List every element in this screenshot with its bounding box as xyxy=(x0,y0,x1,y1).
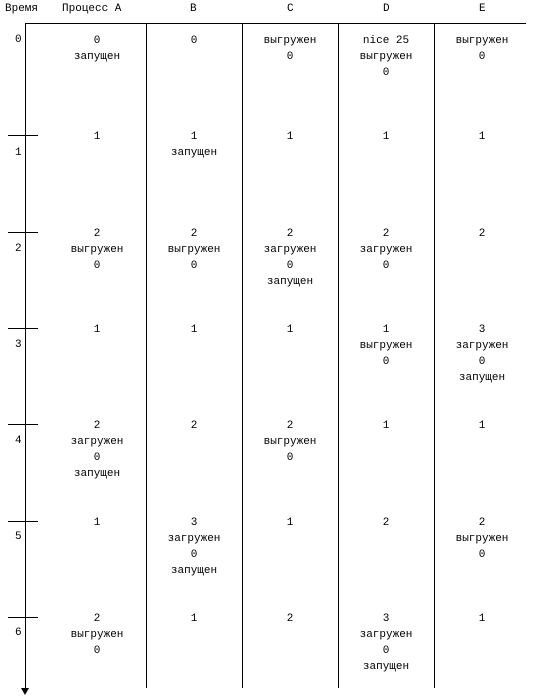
cell-line: 2 xyxy=(190,228,198,240)
time-axis-arrow xyxy=(21,688,29,695)
cell-line: 1 xyxy=(93,131,101,143)
cell-process-c-t6 xyxy=(242,611,338,627)
cell-line: 0 xyxy=(382,260,390,272)
cell-line: выгружен xyxy=(359,340,413,352)
cell-line: 2 xyxy=(478,517,486,529)
time-label-1: 1 xyxy=(15,147,22,159)
cell-line: 0 xyxy=(478,51,486,63)
cell-process-e-t0 xyxy=(434,33,530,65)
cell-process-b-t2 xyxy=(146,226,242,274)
cell-line: 1 xyxy=(190,613,198,625)
cell-line: запущен xyxy=(170,565,218,577)
cell-process-d-t1 xyxy=(338,129,434,145)
cell-process-e-t1 xyxy=(434,129,530,145)
cell-process-e-t2 xyxy=(434,226,530,242)
time-tick xyxy=(8,521,38,522)
time-tick xyxy=(8,232,38,233)
cell-line: 1 xyxy=(93,517,101,529)
header-time: Время xyxy=(5,3,39,15)
cell-line: 0 xyxy=(286,260,294,272)
cell-line: 2 xyxy=(286,228,294,240)
time-label-3: 3 xyxy=(15,339,22,351)
cell-line: выгружен xyxy=(167,244,221,256)
cell-line: запущен xyxy=(362,661,410,673)
cell-line: 1 xyxy=(478,131,486,143)
cell-process-a-t4 xyxy=(49,418,145,482)
cell-process-e-t5 xyxy=(434,515,530,563)
cell-line: 2 xyxy=(93,613,101,625)
cell-line: запущен xyxy=(458,372,506,384)
header-process-c: C xyxy=(287,3,294,15)
cell-line: 0 xyxy=(382,356,390,368)
time-tick xyxy=(8,424,38,425)
cell-process-a-t3 xyxy=(49,322,145,338)
cell-line: 0 xyxy=(93,452,101,464)
time-tick xyxy=(8,617,38,618)
header-process-e: E xyxy=(479,3,486,15)
cell-process-c-t5 xyxy=(242,515,338,531)
cell-line: запущен xyxy=(266,276,314,288)
column-separator-ab xyxy=(146,23,147,688)
cell-line: 2 xyxy=(286,613,294,625)
cell-line: 0 xyxy=(286,452,294,464)
cell-line: загружен xyxy=(263,244,317,256)
cell-process-c-t4 xyxy=(242,418,338,466)
cell-line: 0 xyxy=(190,35,198,47)
cell-line: загружен xyxy=(70,436,124,448)
cell-line: 2 xyxy=(286,420,294,432)
cell-line: 1 xyxy=(478,613,486,625)
cell-process-a-t1 xyxy=(49,129,145,145)
cell-line: выгружен xyxy=(359,51,413,63)
cell-line: выгружен xyxy=(263,35,317,47)
cell-line: запущен xyxy=(73,51,121,63)
cell-line: 1 xyxy=(190,324,198,336)
cell-process-b-t3 xyxy=(146,322,242,338)
cell-process-b-t4 xyxy=(146,418,242,434)
cell-line: 3 xyxy=(190,517,198,529)
cell-line: 2 xyxy=(382,517,390,529)
cell-line: 0 xyxy=(93,645,101,657)
cell-line: 1 xyxy=(286,517,294,529)
cell-line: 2 xyxy=(93,420,101,432)
cell-line: 2 xyxy=(190,420,198,432)
cell-line: nice 25 xyxy=(362,35,410,47)
cell-process-c-t1 xyxy=(242,129,338,145)
time-label-6: 6 xyxy=(15,627,22,639)
cell-line: 3 xyxy=(382,613,390,625)
time-axis xyxy=(25,23,26,690)
time-tick xyxy=(8,135,38,136)
time-label-4: 4 xyxy=(15,435,22,447)
time-label-2: 2 xyxy=(15,243,22,255)
cell-line: загружен xyxy=(455,340,509,352)
cell-line: 0 xyxy=(190,260,198,272)
cell-line: 3 xyxy=(478,324,486,336)
cell-process-e-t4 xyxy=(434,418,530,434)
cell-line: 0 xyxy=(382,67,390,79)
cell-line: загружен xyxy=(167,533,221,545)
header-process-b: B xyxy=(190,3,197,15)
cell-line: 2 xyxy=(93,228,101,240)
cell-line: выгружен xyxy=(263,436,317,448)
cell-line: 1 xyxy=(93,324,101,336)
time-tick xyxy=(8,328,38,329)
cell-process-c-t3 xyxy=(242,322,338,338)
cell-process-a-t6 xyxy=(49,611,145,659)
cell-line: 1 xyxy=(382,131,390,143)
cell-line: выгружен xyxy=(70,244,124,256)
cell-line: 0 xyxy=(93,35,101,47)
cell-line: 0 xyxy=(382,645,390,657)
cell-process-c-t0 xyxy=(242,33,338,65)
cell-line: 0 xyxy=(478,549,486,561)
cell-line: загружен xyxy=(359,629,413,641)
cell-process-a-t2 xyxy=(49,226,145,274)
time-label-0: 0 xyxy=(15,34,22,46)
cell-process-a-t5 xyxy=(49,515,145,531)
cell-process-d-t6 xyxy=(338,611,434,675)
header-separator xyxy=(25,23,526,24)
cell-process-d-t0 xyxy=(338,33,434,81)
cell-line: 0 xyxy=(190,549,198,561)
cell-process-a-t0 xyxy=(49,33,145,65)
cell-process-e-t6 xyxy=(434,611,530,627)
cell-line: 0 xyxy=(93,260,101,272)
cell-line: 0 xyxy=(286,51,294,63)
header-process-a: Процесс А xyxy=(62,3,122,15)
cell-line: 1 xyxy=(286,131,294,143)
cell-process-b-t6 xyxy=(146,611,242,627)
cell-line: загружен xyxy=(359,244,413,256)
cell-line: 2 xyxy=(382,228,390,240)
column-separator-bc xyxy=(242,23,243,688)
cell-line: запущен xyxy=(170,147,218,159)
cell-line: 1 xyxy=(478,420,486,432)
cell-line: 1 xyxy=(382,420,390,432)
cell-process-d-t4 xyxy=(338,418,434,434)
cell-process-b-t5 xyxy=(146,515,242,579)
cell-process-d-t5 xyxy=(338,515,434,531)
cell-process-d-t2 xyxy=(338,226,434,274)
cell-line: 1 xyxy=(382,324,390,336)
cell-line: 1 xyxy=(286,324,294,336)
cell-line: выгружен xyxy=(455,533,509,545)
cell-line: 1 xyxy=(190,131,198,143)
cell-line: 0 xyxy=(478,356,486,368)
cell-process-b-t1 xyxy=(146,129,242,161)
cell-process-d-t3 xyxy=(338,322,434,370)
cell-line: выгружен xyxy=(455,35,509,47)
cell-process-c-t2 xyxy=(242,226,338,290)
cell-line: запущен xyxy=(73,468,121,480)
cell-line: 2 xyxy=(478,228,486,240)
cell-line: выгружен xyxy=(70,629,124,641)
cell-process-e-t3 xyxy=(434,322,530,386)
cell-process-b-t0 xyxy=(146,33,242,49)
time-label-5: 5 xyxy=(15,531,22,543)
header-process-d: D xyxy=(383,3,390,15)
